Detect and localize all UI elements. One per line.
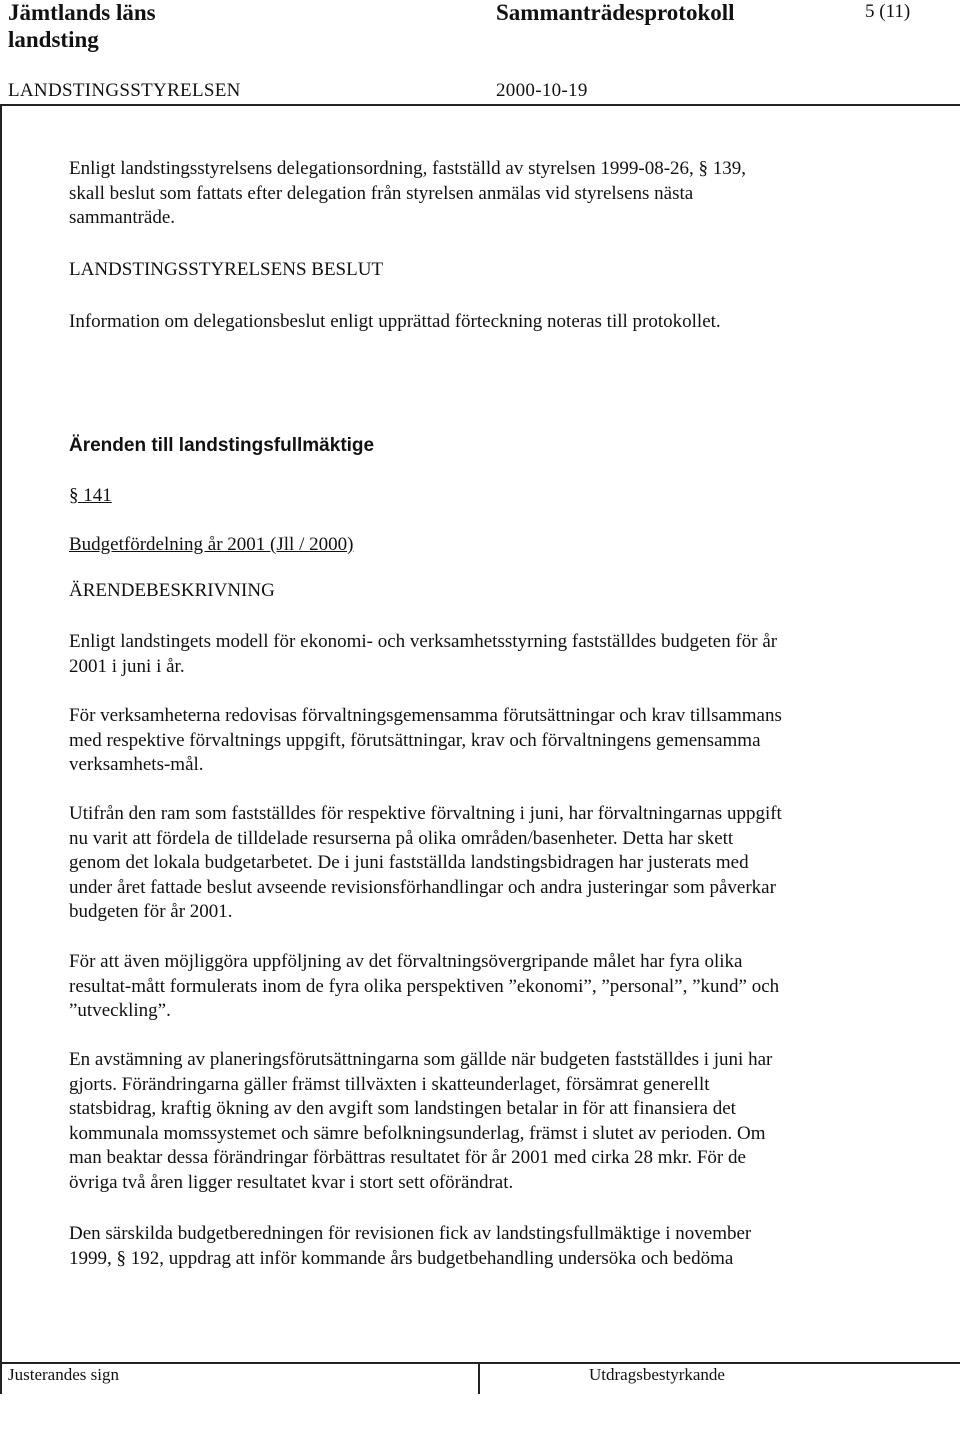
paragraph-line: resultat-mått formulerats inom de fyra olika perspektiven ”ekonomi”, ”personal”, ”kund” och [69,975,780,997]
intro-line: Enligt landstingsstyrelsens delegationsordning, fastställd av styrelsen 1999-08-26, § 139, [69,158,747,179]
paragraph-line: verksamhets-mål. [69,754,204,775]
body-paragraph-2 [69,704,919,778]
paragraph-line: man beaktar dessa förändringar förbättras resultatet för år 2001 med cirka 28 mkr. För de [69,1147,746,1168]
intro-line: skall beslut som fattats efter delegation från styrelsen anmälas vid styrelsens nästa [69,182,694,204]
paragraph-number-text: § 141 [69,485,112,506]
decision-heading: LANDSTINGSSTYRELSENS BESLUT [69,259,384,280]
paragraph-line: genom det lokala budgetarbetet. De i juni fastställda landstingsbidragen har justerats med [69,852,749,873]
paragraph-line: Enligt landstingets modell för ekonomi- och verksamhetsstyrning fastställdes budgeten för år [69,631,778,652]
paragraph-line: under året fattade beslut avseende revisionsförhandlingar och andra justeringar som påverkar [69,876,776,898]
paragraph-line: nu varit att fördela de tilldelade resurserna på olika områden/basenheter. Detta har skett [69,827,734,849]
document-type: Sammanträdesprotokoll [496,0,735,25]
org-name-line2: landsting [8,27,99,52]
paragraph-line: ”utveckling”. [69,1000,171,1021]
intro-paragraph [69,157,919,231]
intro-line: sammanträde. [69,207,176,228]
paragraph-line: 1999, § 192, uppdrag att inför kommande års budgetbehandling undersöka och bedöma [69,1247,734,1269]
org-name-line1: Jämtlands läns [8,0,156,25]
paragraph-line: Utifrån den ram som fastställdes för respektive förvaltning i juni, har förvaltningarnas uppgift [69,803,782,824]
body-paragraph-6 [69,1222,919,1271]
body-paragraph-5 [69,1048,919,1195]
body-paragraph-1 [69,630,919,679]
paragraph-number [69,484,919,509]
paragraph-line: kommunala momssystemet och sämre befolkningsunderlag, främst i slutet av perioden. Om [69,1122,766,1144]
paragraph-line: En avstämning av planeringsförutsättningarna som gällde när budgeten fastställdes i juni har [69,1049,773,1070]
footer-certification-label: Utdragsbestyrkande [589,1365,725,1384]
paragraph-line: gjorts. Förändringarna gäller främst tillväxten i skatteunderlaget, försämrat generellt [69,1073,710,1095]
footer-signature-label: Justerandes sign [8,1365,119,1384]
paragraph-line: Den särskilda budgetberedningen för revisionen fick av landstingsfullmäktige i november [69,1223,752,1244]
header-divider [0,104,960,106]
meeting-date: 2000-10-19 [496,80,588,101]
board-name: LANDSTINGSSTYRELSEN [8,80,241,101]
body-paragraph-3 [69,802,919,925]
paragraph-line: budgeten för år 2001. [69,901,233,922]
section-heading: Ärenden till landstingsfullmäktige [69,435,375,456]
footer-separator [478,1362,480,1394]
footer-divider [0,1362,960,1364]
page-number: 5 (11) [865,1,911,22]
decision-text: Information om delegationsbeslut enligt upprättad förteckning noteras till protokollet. [69,311,721,332]
paragraph-line: med respektive förvaltnings uppgift, förutsättningar, krav och förvaltningens gemensamma [69,729,761,751]
paragraph-line: För att även möjliggöra uppföljning av det förvaltningsövergripande målet har fyra olika [69,951,743,972]
paragraph-line: För verksamheterna redovisas förvaltningsgemensamma förutsättningar och krav tillsammans [69,705,782,726]
subject-line [69,533,919,558]
paragraph-line: övriga två åren ligger resultatet kvar i stort sett oförändrat. [69,1171,514,1193]
body-paragraph-4 [69,950,919,1024]
subject-text: Budgetfördelning år 2001 (Jll / 2000) [69,534,354,555]
description-heading: ÄRENDEBESKRIVNING [69,580,275,601]
paragraph-line: statsbidrag, kraftig ökning av den avgift som landstingen betalar in för att finansiera det [69,1098,736,1119]
left-margin-line [0,104,2,1394]
paragraph-line: 2001 i juni i år. [69,655,185,677]
